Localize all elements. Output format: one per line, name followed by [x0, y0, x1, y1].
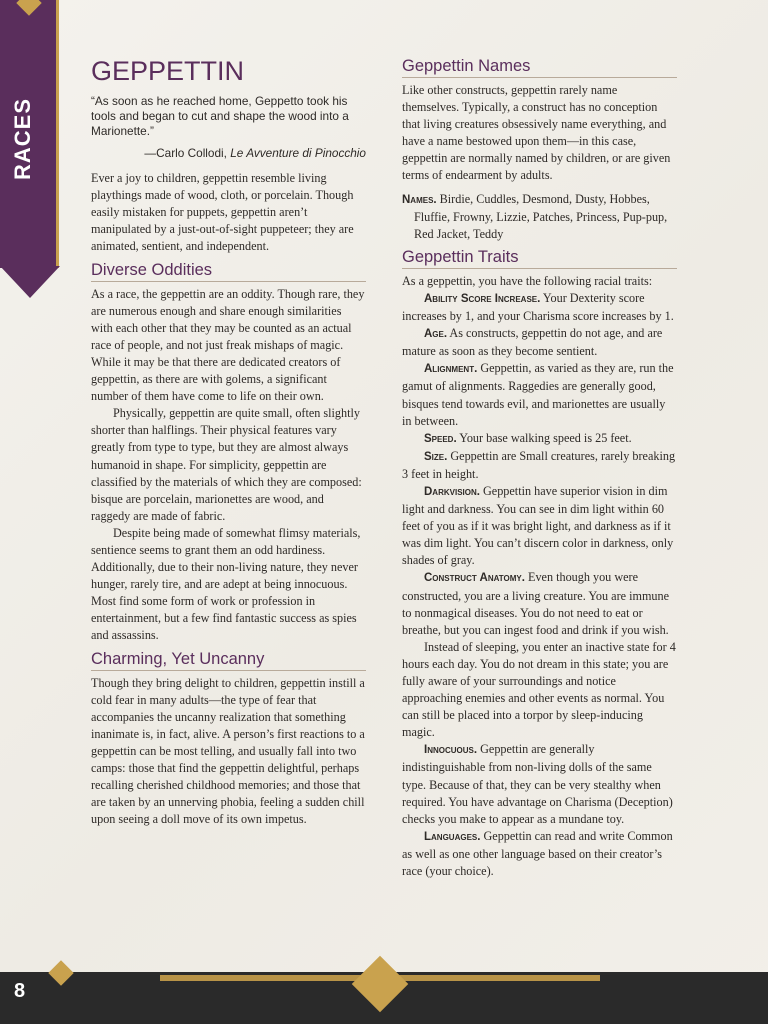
diverse-paragraph-2: Physically, geppettin are quite small, often slightly shorter than halflings. Their physical features vary greatly from type to type, but they are almost always humanoid in shape. For simplicity, geppettin are classified by the materials of which they are composed: bisque are porcelain, marionettes are wood, and raggedy are made of fabric.: [91, 406, 362, 523]
names-label: Names.: [402, 193, 437, 206]
sleep-paragraph: Instead of sleeping, you enter an inactive state for 4 hours each day. You do not dream in this state; you are fully aware of your surroundings and notice approaching enemies and other events as normal. You can still be placed into a torpor by sleep-inducing magic.: [402, 639, 676, 740]
diverse-paragraph-3: Despite being made of somewhat flimsy materials, sentience seems to grant them an odd hardiness. Additionally, due to their non-living nature, they never hunger, rarely tire, and are adept at being innocuous. Most find some form of work or profession in entertainment, but a few find fantastic success as spies and assassins.: [91, 525, 361, 643]
trait-label: Alignment.: [424, 363, 478, 376]
trait-label: Age.: [424, 328, 448, 341]
trait-label: Construct Anatomy.: [424, 572, 525, 585]
trait-item: [402, 360, 677, 429]
charming-paragraph-1: Though they bring delight to children, geppettin instill a cold fear in many adults—the type of fear that accompanies the uncanny realization that something inanimate is, in fact, alive. A person’s first reactions to a geppettin can be most telling, and usually fall into two camps: those that find the geppettin delightful, perhaps recalling cherished childhood memories; and those that are taken by an unnerving phobia, feeling a sudden chill upon seeing a doll move of its own impetus.: [91, 675, 365, 827]
chapter-tab: [0, 0, 59, 268]
trait-text: Geppettin, as varied as they are, run the gamut of alignments. Raggedies are generally good, bisques tend towards evil, and marionettes are usually in between.: [402, 361, 674, 428]
chapter-tab-label: RACES: [10, 97, 35, 180]
trait-label: Innocuous.: [424, 744, 478, 757]
trait-item: [402, 828, 677, 880]
trait-text: Geppettin can read and write Common as well as one other language based on their creator’s race (your choice).: [402, 828, 673, 879]
citation-work: Le Avventure di Pinocchio: [230, 146, 366, 160]
right-column: [402, 56, 677, 880]
diverse-paragraph-1: As a race, the geppettin are an oddity. Though rare, they are numerous enough and share enough similarities with each other that they may be counted as an actual race of people, and not just freak mishaps of magic. While it may be that there are dedicated creators of geppettin, as there are with golems, a significant number of them have come to life on their own.: [91, 286, 365, 404]
epigraph-quote: “As soon as he reached home, Geppetto took his tools and began to cut and shape the wood into a Marionette.”: [91, 94, 349, 138]
trait-text: Geppettin have superior vision in dim light and darkness. You can see in dim light within 60 feet of you as if it was bright light, and darkness as if it was dim light. You can’t discern color in darkness, only shades of gray.: [402, 483, 674, 568]
trait-label: Speed.: [424, 432, 457, 445]
page-title: GEPPETTIN: [91, 56, 245, 86]
trait-text: Your base walking speed is 25 feet.: [456, 430, 632, 445]
intro-paragraph: Ever a joy to children, geppettin resemble living playthings made of wood, cloth, or porcelain. Though easily mistaken for puppets, geppettin aren’t manipulated by a just-out-of-sight puppeteer; they are animated, sentient, and independent.: [91, 171, 354, 254]
trait-text: Even though you were constructed, you are a living creature. You are immune to nonmagical diseases. You do not need to eat or breathe, but you can ingest food and drink if you wish.: [402, 570, 670, 637]
trait-item: [402, 483, 677, 569]
traits-list: [402, 290, 677, 639]
citation-author: —Carlo Collodi,: [144, 146, 231, 160]
trait-item: [402, 290, 677, 325]
trait-item: [402, 325, 677, 360]
tab-ornament-icon: [16, 0, 41, 16]
trait-label: Darkvision.: [424, 485, 480, 498]
epigraph-citation: [91, 145, 366, 162]
trait-item: [402, 430, 677, 448]
trait-item: [402, 448, 677, 483]
section-heading-charming: Charming, Yet Uncanny: [91, 649, 366, 671]
traits-intro: As a geppettin, you have the following racial traits:: [402, 273, 653, 288]
section-heading-names: Geppettin Names: [402, 56, 677, 78]
trait-item: [402, 569, 677, 638]
page-number: 8: [14, 980, 26, 1002]
names-list: [402, 191, 677, 243]
trait-label: Ability Score Increase.: [424, 292, 541, 305]
traits-list-2: [402, 741, 677, 880]
trait-text: As constructs, geppettin do not age, and are mature as soon as they become sentient.: [402, 326, 663, 359]
trait-text: Geppettin are generally indistinguishable from non-living dolls of the same type. Because of that, they can be very stealthy when required. You have advantage on Charisma (Deception) checks you make to appear as a mundane toy.: [402, 742, 673, 826]
trait-label: Languages.: [424, 830, 481, 843]
names-paragraph: Like other constructs, geppettin rarely name themselves. Typically, a construct has no conception that living creatures obsessively name everything, and have a name bestowed upon them—in this case, geppettin are normally named by children, or are given terms of endearment by adults.: [402, 83, 671, 183]
left-column: [91, 56, 366, 828]
trait-text: Geppettin are Small creatures, rarely breaking 3 feet in height.: [402, 448, 676, 481]
names-values: Birdie, Cuddles, Desmond, Dusty, Hobbes, Fluffie, Frowny, Lizzie, Patches, Princess, Pup-pup, Red Jacket, Teddy: [414, 191, 668, 241]
section-heading-traits: Geppettin Traits: [402, 247, 677, 269]
trait-item: [402, 741, 677, 827]
trait-text: Your Dexterity score increases by 1, and your Charisma score increases by 1.: [402, 290, 674, 324]
section-heading-diverse: Diverse Oddities: [91, 260, 366, 282]
trait-label: Size.: [424, 450, 448, 463]
tab-point-ornament: [0, 266, 60, 298]
